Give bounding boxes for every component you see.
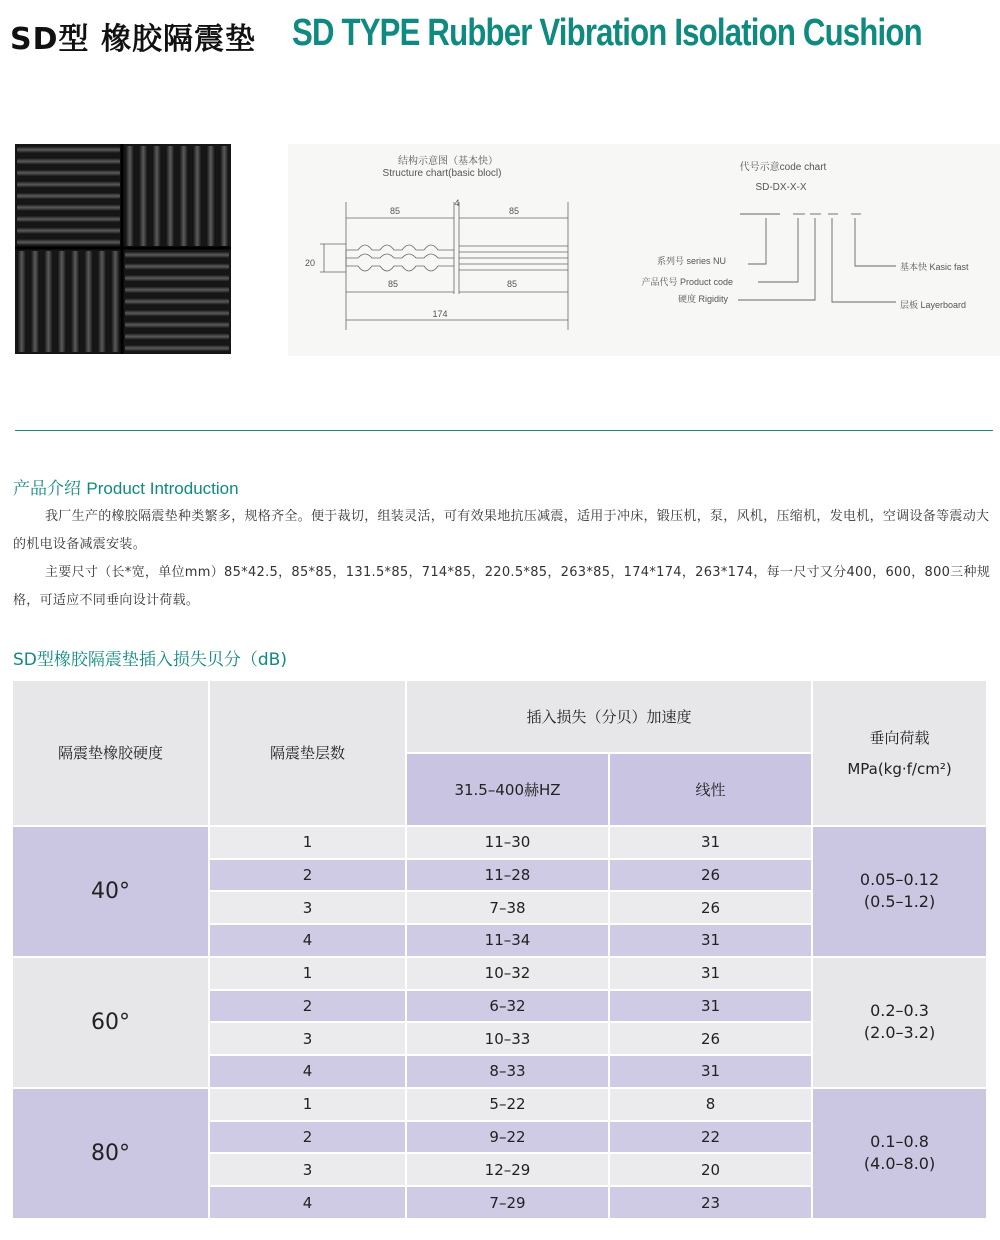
dim-height: 20 — [304, 258, 316, 268]
code-label-rigidity: 硬度 Rigidity — [677, 294, 728, 304]
code-chart-title: 代号示意code chart — [739, 162, 827, 173]
linear-cell: 31 — [609, 957, 812, 990]
header-linear: 线性 — [609, 753, 812, 826]
dim-bottom-left: 85 — [387, 279, 399, 289]
rubber-rib — [57, 251, 66, 352]
intro-heading-cn: 产品介绍 — [13, 479, 81, 499]
linear-cell: 26 — [609, 1022, 812, 1055]
layer-cell: 2 — [209, 859, 406, 892]
layer-cell: 3 — [209, 891, 406, 924]
table-heading: SD型橡胶隔震垫插入损失贝分（dB) — [13, 650, 287, 670]
rubber-rib — [125, 344, 229, 352]
table-row — [12, 957, 987, 990]
intro-paragraph-2: 主要尺寸（长*宽，单位mm）85*42.5，85*85，131.5*85，714*85，220.5*85，263*85，174*174，263*174，每一尺寸又分400，600，800三种规格，可适应不同垂向设计荷载。 — [13, 565, 991, 608]
linear-cell: 8 — [609, 1088, 812, 1121]
freq-cell: 12–29 — [406, 1153, 609, 1186]
rubber-rib — [84, 251, 93, 352]
rubber-rib — [17, 169, 120, 177]
load-value-kgf: (4.0–8.0) — [863, 1154, 936, 1174]
layer-cell: 2 — [209, 990, 406, 1023]
freq-cell: 11–34 — [406, 924, 609, 957]
rubber-rib — [139, 146, 149, 246]
rubber-rib — [97, 251, 106, 352]
linear-cell: 26 — [609, 891, 812, 924]
code-label-product: 产品代号 Product code — [641, 277, 733, 287]
layer-cell: 3 — [209, 1153, 406, 1186]
layer-cell: 1 — [209, 957, 406, 990]
hardness-cell: 80° — [12, 1088, 209, 1219]
table-row — [12, 1088, 987, 1121]
rubber-rib — [125, 146, 135, 246]
rubber-rib — [125, 298, 229, 306]
layer-cell: 4 — [209, 1186, 406, 1219]
intro-paragraph-1: 我厂生产的橡胶隔震垫种类繁多，规格齐全。便于裁切，组装灵活，可有效果地抗压减震，适用于冲床，锻压机，泵，风机，压缩机，发电机，空调设备等震动大的机电设备减震安装。 — [13, 509, 990, 552]
load-cell — [812, 826, 987, 957]
intro-heading — [13, 474, 239, 499]
freq-cell: 11–30 — [406, 826, 609, 859]
rubber-rib — [17, 146, 120, 154]
code-label-basic: 基本快 Kasic fast — [900, 262, 969, 272]
page-title-en: SD TYPE Rubber Vibration Isolation Cushion — [292, 12, 922, 54]
linear-cell: 22 — [609, 1121, 812, 1154]
dim-bottom-right: 85 — [506, 279, 518, 289]
dim-top-right: 85 — [508, 206, 520, 216]
linear-cell: 31 — [609, 1055, 812, 1088]
rubber-rib — [30, 251, 39, 352]
rubber-rib — [17, 204, 120, 212]
header-layers: 隔震垫层数 — [209, 680, 406, 826]
rubber-rib — [125, 274, 229, 282]
rubber-rib — [44, 251, 53, 352]
rubber-rib — [17, 227, 120, 235]
code-label-layer: 层板 Layerboard — [900, 300, 967, 310]
linear-cell: 31 — [609, 826, 812, 859]
rubber-rib — [17, 158, 120, 166]
rubber-rib — [71, 251, 80, 352]
rubber-rib — [17, 181, 120, 189]
rubber-rib — [125, 309, 229, 317]
header-load-unit: MPa(kg·f/cm²) — [847, 760, 952, 779]
dim-gap: 4 — [454, 198, 460, 208]
layer-cell: 1 — [209, 826, 406, 859]
load-value: 0.1–0.8 — [870, 1132, 929, 1152]
load-value: 0.05–0.12 — [859, 870, 940, 890]
insertion-loss-table — [11, 679, 988, 1220]
layer-cell: 1 — [209, 1088, 406, 1121]
rubber-rib — [125, 321, 229, 329]
layer-cell: 2 — [209, 1121, 406, 1154]
rubber-pad-photo — [15, 144, 231, 354]
header-insertion-loss: 插入损失（分贝）加速度 — [406, 680, 812, 753]
header-load-title: 垂向荷载 — [869, 729, 930, 748]
rubber-rib — [152, 146, 162, 246]
dim-top-left: 85 — [389, 206, 401, 216]
layer-cell: 4 — [209, 924, 406, 957]
intro-heading-en: Product Introduction — [86, 479, 239, 498]
linear-cell: 20 — [609, 1153, 812, 1186]
linear-cell: 26 — [609, 859, 812, 892]
structure-title-en: Structure chart(basic blocl) — [382, 168, 502, 179]
rubber-rib — [220, 146, 230, 246]
rubber-rib — [125, 263, 229, 271]
freq-cell: 10–32 — [406, 957, 609, 990]
load-value: 0.2–0.3 — [870, 1001, 929, 1021]
freq-cell: 5–22 — [406, 1088, 609, 1121]
freq-cell: 6–32 — [406, 990, 609, 1023]
section-divider — [15, 430, 993, 431]
header-vertical-load — [812, 680, 987, 826]
load-value-kgf: (0.5–1.2) — [863, 892, 936, 912]
dim-total: 174 — [432, 309, 448, 319]
page-title-cn: SD型 橡胶隔震垫 — [10, 22, 256, 57]
hardness-cell: 40° — [12, 826, 209, 957]
rubber-rib — [125, 286, 229, 294]
load-cell — [812, 957, 987, 1088]
freq-cell: 7–29 — [406, 1186, 609, 1219]
freq-cell: 11–28 — [406, 859, 609, 892]
rubber-rib — [17, 215, 120, 223]
freq-cell: 9–22 — [406, 1121, 609, 1154]
code-label-series: 系列号 series NU — [656, 256, 726, 266]
header-frequency: 31.5–400赫HZ — [406, 753, 609, 826]
code-example: SD-DX-X-X — [755, 182, 807, 193]
linear-cell: 31 — [609, 990, 812, 1023]
linear-cell: 23 — [609, 1186, 812, 1219]
rubber-rib — [125, 251, 229, 259]
load-cell — [812, 1088, 987, 1219]
table-row — [12, 826, 987, 859]
hardness-cell: 60° — [12, 957, 209, 1088]
rubber-rib — [125, 333, 229, 341]
rubber-rib — [193, 146, 203, 246]
structure-diagram — [288, 144, 1000, 356]
linear-cell: 31 — [609, 924, 812, 957]
structure-title-cn: 结构示意图（基本快） — [398, 156, 498, 167]
freq-cell: 7–38 — [406, 891, 609, 924]
rubber-rib — [111, 251, 120, 352]
layer-cell: 4 — [209, 1055, 406, 1088]
layer-cell: 3 — [209, 1022, 406, 1055]
rubber-rib — [17, 251, 26, 352]
rubber-rib — [179, 146, 189, 246]
rubber-rib — [166, 146, 176, 246]
rubber-rib — [17, 238, 120, 246]
header-hardness: 隔震垫橡胶硬度 — [12, 680, 209, 826]
freq-cell: 8–33 — [406, 1055, 609, 1088]
freq-cell: 10–33 — [406, 1022, 609, 1055]
rubber-rib — [17, 192, 120, 200]
rubber-rib — [206, 146, 216, 246]
load-value-kgf: (2.0–3.2) — [863, 1023, 936, 1043]
